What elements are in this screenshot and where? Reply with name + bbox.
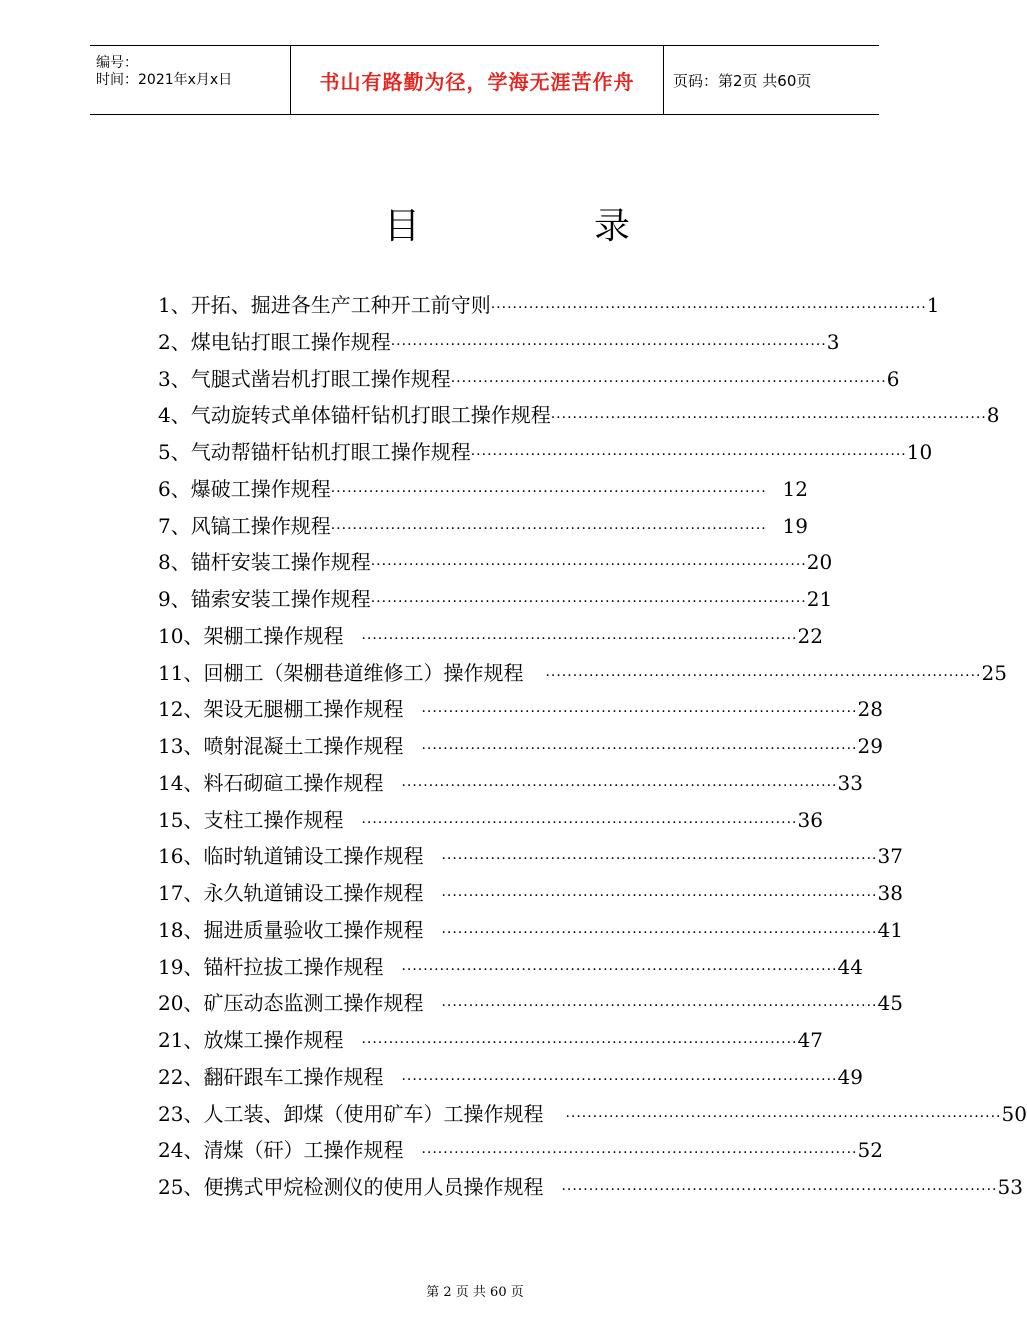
time-label: 时间：2021年x月x日 xyxy=(96,72,233,88)
toc-entry-label: 3、气腿式凿岩机打眼工操作规程 xyxy=(158,366,451,391)
header-meta xyxy=(90,46,291,114)
toc-entry[interactable] xyxy=(158,728,883,765)
toc-title-char-2: 录 xyxy=(594,206,631,247)
page-footer: 第 2 页 共 60 页 xyxy=(426,1285,524,1300)
toc-entry-label: 15、支柱工操作规程 xyxy=(158,807,344,832)
toc-entry-page: 19 xyxy=(782,513,808,538)
page-header xyxy=(90,45,879,115)
toc-entry-label: 14、料石砌碹工操作规程 xyxy=(158,770,384,795)
toc-entry-label: 2、煤电钻打眼工操作规程 xyxy=(158,329,391,354)
toc-entry-leader: ················································································ xyxy=(441,998,878,1015)
toc-entry-leader: ················································································ xyxy=(401,777,838,794)
toc-entry-label: 19、锚杆拉拔工操作规程 xyxy=(158,954,384,979)
toc-entry-leader: ················································································ xyxy=(401,1071,838,1088)
toc-entry-leader: ················································································ xyxy=(545,667,982,684)
toc-entry-label: 17、永久轨道铺设工操作规程 xyxy=(158,881,424,905)
toc-entry-page: 6 xyxy=(886,366,900,391)
header-page-info: 页码：第2页 共60页 xyxy=(673,71,812,90)
header-motto: 书山有路勤为径，学海无涯苦作舟 xyxy=(291,46,664,114)
toc-list xyxy=(158,287,1027,1206)
toc-entry-label: 23、人工装、卸煤（使用矿车）工操作规程 xyxy=(158,1101,544,1126)
toc-entry[interactable] xyxy=(158,397,1000,434)
toc-entry-label: 11、回棚工（架棚巷道维修工）操作规程 xyxy=(158,660,524,685)
toc-entry-leader: ················································································ xyxy=(441,888,878,904)
toc-entry[interactable] xyxy=(158,324,840,361)
toc-entry-leader: ················································································ xyxy=(390,336,827,353)
toc-entry[interactable] xyxy=(158,802,823,839)
toc-entry[interactable] xyxy=(158,471,808,508)
toc-entry-leader: ················································································ xyxy=(550,410,987,427)
toc-entry-leader: ················································································ xyxy=(441,851,878,868)
toc-entry[interactable] xyxy=(158,1169,1023,1206)
toc-entry[interactable] xyxy=(158,618,823,655)
toc-entry-label: 13、喷射混凝土工操作规程 xyxy=(158,734,404,758)
toc-entry-page: 28 xyxy=(857,697,883,722)
toc-entry-leader: ················································································ xyxy=(450,373,887,390)
toc-entry[interactable] xyxy=(158,581,833,618)
toc-entry-page: 49 xyxy=(837,1064,863,1089)
toc-entry-label: 16、临时轨道铺设工操作规程 xyxy=(158,844,424,869)
toc-entry-leader: ················································································ xyxy=(370,594,807,610)
toc-entry-leader: ················································································ xyxy=(330,520,767,537)
toc-entry-leader: ················································································ xyxy=(361,630,798,647)
toc-entry-label: 7、风镐工操作规程 xyxy=(158,513,331,538)
toc-entry-page: 47 xyxy=(797,1028,823,1052)
toc-entry-page: 33 xyxy=(837,770,863,795)
toc-entry-label: 4、气动旋转式单体锚杆钻机打眼工操作规程 xyxy=(158,403,551,428)
toc-entry[interactable] xyxy=(158,1059,863,1096)
toc-entry-page: 10 xyxy=(906,440,933,464)
toc-entry-page: 25 xyxy=(981,660,1007,685)
toc-entry-page: 53 xyxy=(997,1175,1023,1199)
toc-entry-label: 6、爆破工操作规程 xyxy=(158,476,331,501)
toc-entry-label: 12、架设无腿棚工操作规程 xyxy=(158,697,404,722)
toc-entry[interactable] xyxy=(158,655,1007,692)
toc-entry-leader: ················································································ xyxy=(561,1182,998,1198)
toc-entry[interactable] xyxy=(158,985,903,1022)
toc-entry[interactable] xyxy=(158,1022,823,1059)
toc-entry[interactable] xyxy=(158,949,863,986)
toc-entry-page: 50 xyxy=(1001,1101,1027,1126)
toc-entry-leader: ················································································ xyxy=(330,483,767,500)
toc-entry[interactable] xyxy=(158,544,833,581)
toc-entry-page: 41 xyxy=(877,917,903,942)
toc-entry-leader: ················································································ xyxy=(441,924,878,941)
toc-entry-page: 12 xyxy=(782,476,808,501)
toc-entry-page: 37 xyxy=(877,844,903,869)
toc-entry-label: 20、矿压动态监测工操作规程 xyxy=(158,991,424,1016)
toc-entry-leader: ················································································ xyxy=(401,961,838,978)
toc-entry-page: 38 xyxy=(877,881,903,905)
toc-entry[interactable] xyxy=(158,361,900,398)
toc-entry-leader: ················································································ xyxy=(421,1145,858,1162)
toc-entry[interactable] xyxy=(158,838,903,875)
toc-title xyxy=(384,198,631,249)
toc-entry-page: 20 xyxy=(806,550,833,575)
toc-entry-page: 36 xyxy=(797,807,823,832)
toc-entry-leader: ················································································ xyxy=(470,447,907,463)
toc-entry[interactable] xyxy=(158,1132,883,1169)
toc-entry-leader: ················································································ xyxy=(490,300,927,316)
toc-entry-label: 25、便携式甲烷检测仪的使用人员操作规程 xyxy=(158,1175,544,1199)
toc-entry[interactable] xyxy=(158,765,863,802)
toc-entry-label: 9、锚索安装工操作规程 xyxy=(158,587,371,611)
toc-entry-label: 21、放煤工操作规程 xyxy=(158,1028,344,1052)
toc-entry[interactable] xyxy=(158,508,808,545)
toc-entry-leader: ················································································ xyxy=(361,1035,798,1051)
toc-entry-leader: ················································································ xyxy=(565,1108,1002,1125)
toc-entry-label: 5、气动帮锚杆钻机打眼工操作规程 xyxy=(158,440,471,464)
toc-entry-leader: ················································································ xyxy=(421,741,858,757)
toc-entry[interactable] xyxy=(158,691,883,728)
toc-entry-page: 1 xyxy=(926,293,940,317)
toc-entry-label: 18、掘进质量验收工操作规程 xyxy=(158,917,424,942)
toc-entry[interactable] xyxy=(158,875,903,912)
toc-entry-page: 45 xyxy=(877,991,903,1016)
toc-entry-label: 10、架棚工操作规程 xyxy=(158,623,344,648)
toc-entry[interactable] xyxy=(158,434,933,471)
toc-entry-page: 3 xyxy=(826,329,840,354)
toc-entry-page: 22 xyxy=(797,623,823,648)
toc-entry-label: 1、开拓、掘进各生产工种开工前守则 xyxy=(158,293,491,317)
toc-entry-label: 24、清煤（矸）工操作规程 xyxy=(158,1138,404,1163)
toc-entry[interactable] xyxy=(158,287,940,324)
toc-entry-page: 29 xyxy=(857,734,883,758)
toc-title-char-1: 目 xyxy=(384,206,421,247)
toc-entry-page: 44 xyxy=(837,954,863,979)
toc-entry-leader: ················································································ xyxy=(421,704,858,721)
toc-entry-leader: ················································································ xyxy=(361,814,798,831)
toc-entry-label: 8、锚杆安装工操作规程 xyxy=(158,550,371,575)
toc-entry-page: 8 xyxy=(986,403,1000,428)
toc-entry-leader: ················································································ xyxy=(370,557,807,574)
toc-entry-page: 21 xyxy=(806,587,833,611)
toc-entry-page: 52 xyxy=(857,1138,883,1163)
number-label: 编号： xyxy=(96,55,138,71)
toc-entry-label: 22、翻矸跟车工操作规程 xyxy=(158,1064,384,1089)
toc-entry[interactable] xyxy=(158,1096,1027,1133)
toc-entry[interactable] xyxy=(158,912,903,949)
